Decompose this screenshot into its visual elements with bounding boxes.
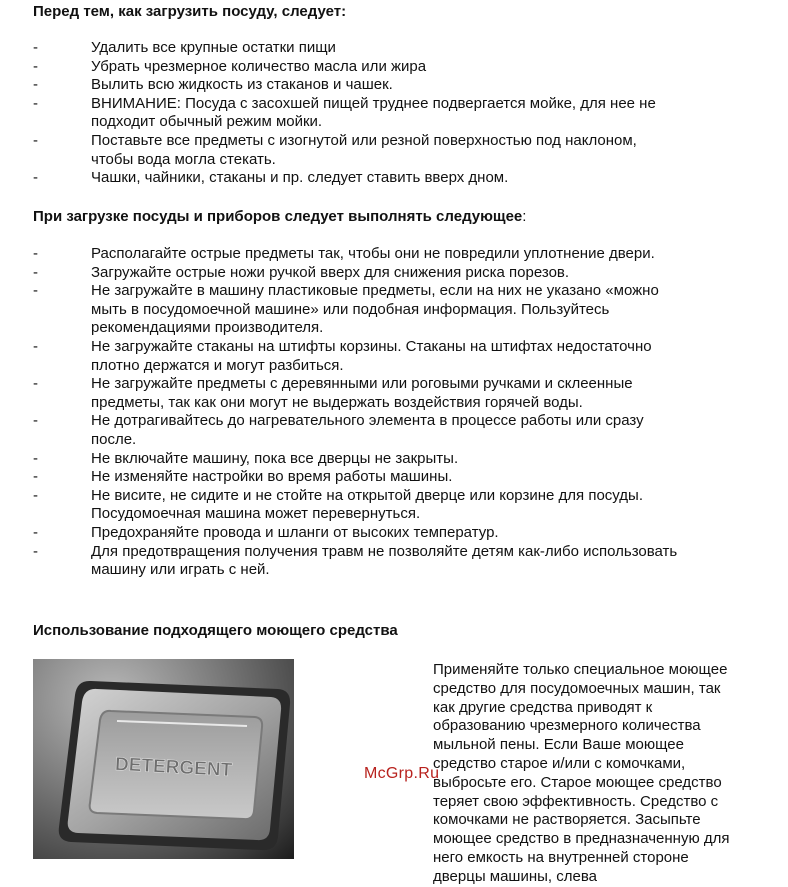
detergent-paragraph — [433, 661, 773, 887]
list-item — [33, 58, 733, 77]
list-item-text: Загружайте острые ножи ручкой вверх для снижения риска порезов. — [91, 263, 570, 281]
section2-title-colon: : — [522, 208, 527, 225]
bullet-dash: - — [33, 486, 38, 504]
bullet-dash: - — [33, 375, 38, 393]
list-item-text: машину или играть с ней. — [91, 561, 270, 579]
bullet-dash: - — [33, 542, 38, 560]
list-item-text: Убрать чрезмерное количество масла или жира — [91, 57, 427, 75]
paragraph-line: теряет свою эффективность. Средство с — [433, 792, 719, 810]
list-item — [33, 412, 733, 449]
list-item — [33, 543, 733, 580]
list-item — [33, 338, 733, 375]
section2-list — [33, 245, 733, 580]
list-item — [33, 487, 733, 524]
list-item-text: Не дотрагивайтесь до нагревательного элемента в процессе работы или сразу — [91, 412, 644, 430]
list-item — [33, 282, 733, 338]
detergent-dispenser-image — [33, 659, 294, 859]
bullet-dash: - — [33, 523, 38, 541]
list-item-text: Посудомоечная машина может перевернуться. — [91, 505, 421, 523]
list-item-text: Располагайте острые предметы так, чтобы они не повредили уплотнение двери. — [91, 245, 655, 262]
bullet-dash: - — [33, 468, 38, 486]
list-item-text: Чашки, чайники, стаканы и пр. следует ставить вверх дном. — [91, 169, 509, 187]
list-item — [33, 95, 733, 132]
section1-title: Перед тем, как загрузить посуду, следует: — [33, 3, 347, 20]
bullet-dash: - — [33, 449, 38, 467]
paragraph-line: средство старое и/или с комочками, — [433, 754, 686, 772]
bullet-dash: - — [33, 282, 38, 300]
bullet-dash: - — [33, 131, 38, 149]
bullet-dash: - — [33, 245, 38, 262]
paragraph-line: выбросьте его. Старое моющее средство — [433, 773, 722, 791]
section2-title-text: При загрузке посуды и приборов следует выполнять следующее — [33, 208, 523, 225]
bullet-dash: - — [33, 76, 38, 94]
bullet-dash: - — [33, 94, 38, 112]
list-item-text: Не висите, не сидите и не стойте на открытой дверце или корзине для посуды. — [91, 486, 643, 504]
list-item-text: Поставьте все предметы с изогнутой или резной поверхностью под наклоном, — [91, 131, 637, 149]
section1-list — [33, 39, 733, 188]
bullet-dash: - — [33, 57, 38, 75]
bullet-dash: - — [33, 39, 38, 56]
list-item — [33, 468, 733, 487]
list-item-text: ВНИМАНИЕ: Посуда с засохшей пищей труднее подвергается мойке, для нее не — [91, 94, 656, 112]
list-item-text: Предохраняйте провода и шланги от высоких температур. — [91, 523, 499, 541]
bullet-dash: - — [33, 169, 38, 187]
list-item — [33, 132, 733, 169]
list-item-text: Не изменяйте настройки во время работы машины. — [91, 468, 453, 486]
list-item — [33, 524, 733, 543]
list-item — [33, 245, 733, 264]
list-item — [33, 39, 733, 58]
paragraph-line: средство для посудомоечных машин, так — [433, 679, 721, 697]
list-item-text: Удалить все крупные остатки пищи — [91, 39, 336, 56]
list-item-text: рекомендациями производителя. — [91, 319, 324, 337]
paragraph-line: комочками не растворяется. Засыпьте — [433, 811, 701, 829]
bullet-dash: - — [33, 412, 38, 430]
list-item-text: Не загружайте предметы с деревянными или роговыми ручками и склеенные — [91, 375, 633, 393]
section2-title — [33, 208, 526, 225]
list-item — [33, 76, 733, 95]
list-item-text: предметы, так как они могут не выдержать воздействия горячей воды. — [91, 393, 583, 411]
detergent-label: DETERGENT — [114, 753, 233, 782]
list-item-text: Не включайте машину, пока все дверцы не закрыты. — [91, 449, 459, 467]
list-item — [33, 375, 733, 412]
list-item-text: плотно держатся и могут разбиться. — [91, 356, 344, 374]
paragraph-line: как другие средства приводят к — [433, 698, 653, 716]
list-item — [33, 450, 733, 469]
list-item-text: Не загружайте стаканы на штифты корзины. Стаканы на штифтах недостаточно — [91, 337, 652, 355]
list-item-text: Для предотвращения получения травм не позволяйте детям как-либо использовать — [91, 542, 678, 560]
paragraph-line: мыльной пены. Если Ваше моющее — [433, 736, 684, 754]
bullet-dash: - — [33, 337, 38, 355]
section3-title: Использование подходящего моющего средства — [33, 622, 398, 639]
list-item-text: после. — [91, 430, 137, 448]
paragraph-line: дверцы машины, слева — [433, 867, 597, 885]
bullet-dash: - — [33, 263, 38, 281]
list-item — [33, 169, 733, 188]
list-item-text: мыть в посудомоечной машине» или подобная информация. Пользуйтесь — [91, 300, 610, 318]
paragraph-line: Применяйте только специальное моющее — [433, 661, 728, 678]
list-item — [33, 264, 733, 283]
watermark: McGrp.Ru — [364, 765, 440, 782]
list-item-text: Вылить всю жидкость из стаканов и чашек. — [91, 76, 393, 94]
paragraph-line: моющее средство в предназначенную для — [433, 830, 730, 848]
list-item-text: подходит обычный режим мойки. — [91, 113, 323, 131]
paragraph-line: образованию чрезмерного количества — [433, 717, 701, 735]
paragraph-line: него емкость на внутренней стороне — [433, 848, 689, 866]
list-item-text: Не загружайте в машину пластиковые предметы, если на них не указано «можно — [91, 282, 659, 300]
list-item-text: чтобы вода могла стекать. — [91, 150, 276, 168]
